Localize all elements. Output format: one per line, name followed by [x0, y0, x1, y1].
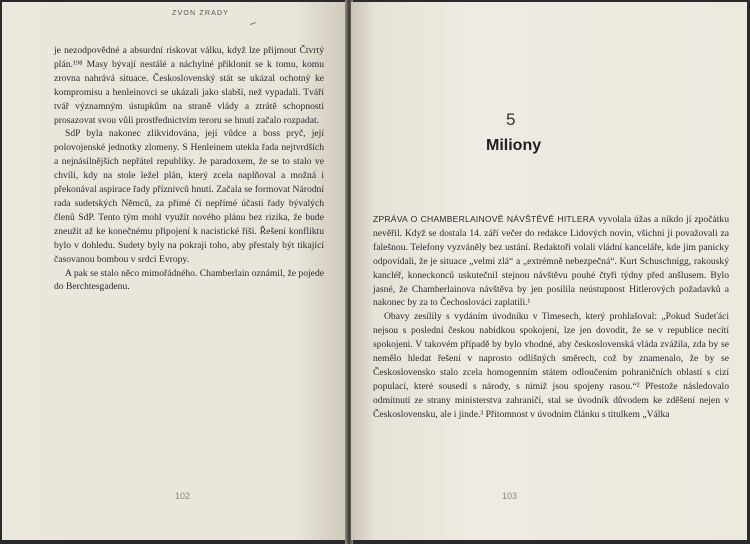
right-page-body	[373, 213, 729, 422]
pencil-mark	[250, 22, 256, 25]
left-page-body	[54, 44, 324, 294]
left-page	[2, 2, 347, 540]
paragraph: Obavy zesílily s vydáním úvodníku v Timesech, který prohlašoval: „Pokud Sudeťáci nejsou s poslední českou nabídkou spokojeni, lze jen dovodit, že se v republice necítí spokojeni. V takovém případě by bylo vhodné, aby československá vláda zvážila, zda by se nemělo hledat řešení v naprosto odlišných směrech, což by znamenalo, že by se Československo stalo zcela homogenním státem odloučením pohraničních oblastí s cizí populací, které sousedí s národy, s nimiž jsou spojeny rasou.“² Přestože následovalo odmítnutí ze strany ministerstva zahraničí, stal se úvodník důvodem ke zděšení nejen v Československu, ale i jinde.³ Přítomnost v úvodním článku s titulkem „Válka	[373, 311, 729, 420]
page-number: 102	[175, 491, 191, 501]
opening-text: vyvolala úžas a nikdo jí zpočátku nevěřil. Když se dostala 14. září večer do redakce Lidových novin, všichni ji považovali za falešnou. Telefony vyzváněly bez ustání. Redaktoři volali vládní kanceláře, kde jim panicky odpovídali, že je situace „velmi zlá“ a „extrémně nebezpečná“. Kurt Schuschnigg, rakouský kancléř, koneckonců uskutečnil stejnou návštěvu pouhé čtyři týdny před anšlusem. Bylo jasné, že Chamberlainova návštěva by jen posílila neústupnost Hitlerových požadavků a nakonec by za to Čechoslováci zaplatili.¹	[373, 214, 729, 309]
opening-paragraph	[373, 213, 729, 310]
opening-smallcaps: ZPRÁVA O CHAMBERLAINOVĚ NÁVŠTĚVĚ HITLERA	[373, 214, 596, 224]
chapter-title: Miliony	[486, 137, 542, 154]
right-page	[351, 2, 747, 540]
running-head: ZVON ZRADY	[172, 10, 230, 17]
chapter-number: 5	[506, 110, 516, 129]
paragraph: A pak se stalo něco mimořádného. Chamberlain oznámil, že pojede do Berchtesgadenu.	[54, 267, 324, 293]
paragraph: je nezodpovědné a absurdní riskovat válku, když lze přijmout Čtvrtý plán.¹⁹⁸ Masy bývají nestálé a náchylné přiklonit se k tomu, komu zrovna nahrává situace. Československý stát se ukázal ochotný ke kompromisu a henleinovci se ukázali jako slabší, než vypadali. Tváří tvář významným ústupkům na straně vlády a ztrátě schopnosti prosazovat svou vůli prostřednictvím teroru se hnutí začalo rozpadat.	[54, 45, 324, 126]
paragraph: SdP byla nakonec zlikvidována, její vůdce a boss pryč, její polovojenské jednotky zlomeny. S Henleinem utekla řada nejtvrdších a nejnásilnějších nepřátel republiky. Je paradoxem, že se to stalo ve chvíli, kdy na stole ležel plán, který zcela naplňoval a možná i překonával aspirace řady příznivců hnutí. Začala se formovat Národní rada sudetských Němců, za přímé či nepřímé účasti řady bývalých členů SdP. Tento tým mohl využít nového plánu bez rizika, že bude zneužit až ke konečnému připojení k nacistické říši. Řešení konfliktu bylo v dohledu. Sudety byly na pokraji toho, aby přestaly být tikající časovanou bombou v srdci Evropy.	[54, 128, 324, 265]
page-number: 103	[502, 491, 518, 501]
